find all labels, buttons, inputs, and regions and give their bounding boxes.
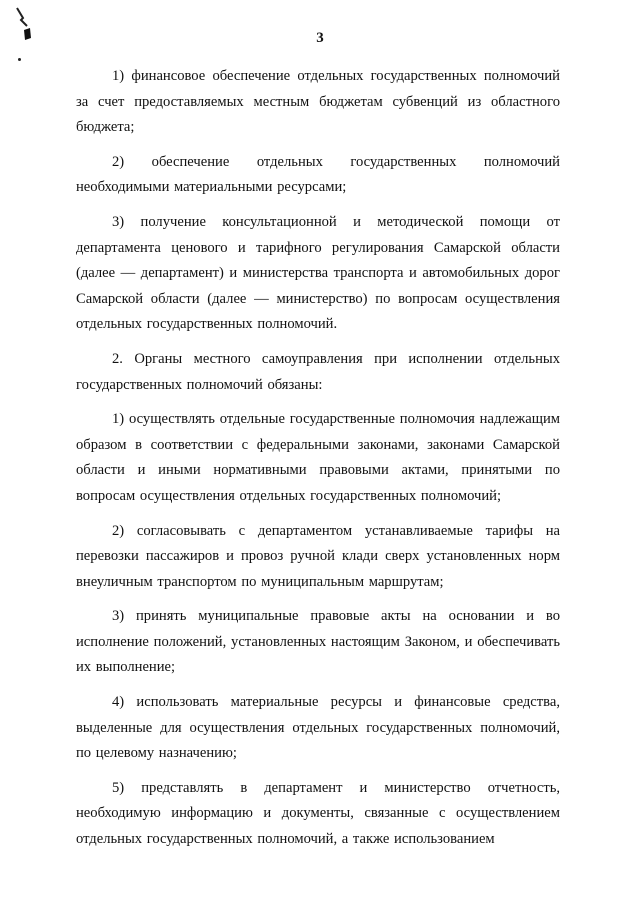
document-body (76, 64, 560, 853)
paragraph-section-2-obligations: 2. Органы местного самоуправления при исполнении отдельных государственных полномочий обязаны: (76, 350, 560, 393)
paragraph-item-3-consultation: 3) получение консультационной и методической помощи от департамента ценового и тарифного регулирования Самарской области (далее — департамент) и министерства транспорта и автомобильных дорог Самарской области (далее — министерство) по вопросам осуществления отдельных государственных полномочий. (76, 213, 560, 333)
page-number: 3 (316, 30, 324, 46)
paragraph-item-1-financing: 1) финансовое обеспечение отдельных государственных полномочий за счет предоставляемых местным бюджетам субвенций из областного бюджета; (76, 68, 560, 136)
paragraph-obligation-1: 1) осуществлять отдельные государственные полномочия надлежащим образом в соответствии с федеральными законами, законами Самарской области и иными нормативными правовыми актами, принятыми по вопросам осуществления отдельных государственных полномочий; (76, 411, 560, 504)
paragraph-item-2-resources: 2) обеспечение отдельных государственных полномочий необходимыми материальными ресурсами; (76, 153, 560, 196)
paragraph-obligation-3: 3) принять муниципальные правовые акты на основании и во исполнение положений, установленных настоящим Законом, и обеспечивать их выполнение; (76, 608, 560, 676)
scan-artifact-dot (18, 58, 21, 61)
paragraph-obligation-4: 4) использовать материальные ресурсы и финансовые средства, выделенные для осуществления отдельных государственных полномочий, по целевому назначению; (76, 694, 560, 762)
paragraph-obligation-5: 5) представлять в департамент и министерство отчетность, необходимую информацию и документы, связанные с осуществлением отдельных государственных полномочий, а также использованием (76, 779, 560, 848)
paragraph-obligation-2: 2) согласовывать с департаментом устанавливаемые тарифы на перевозки пассажиров и провоз ручной клади сверх установленных норм внеуличным транспортом по муниципальным маршрутам; (76, 522, 560, 590)
